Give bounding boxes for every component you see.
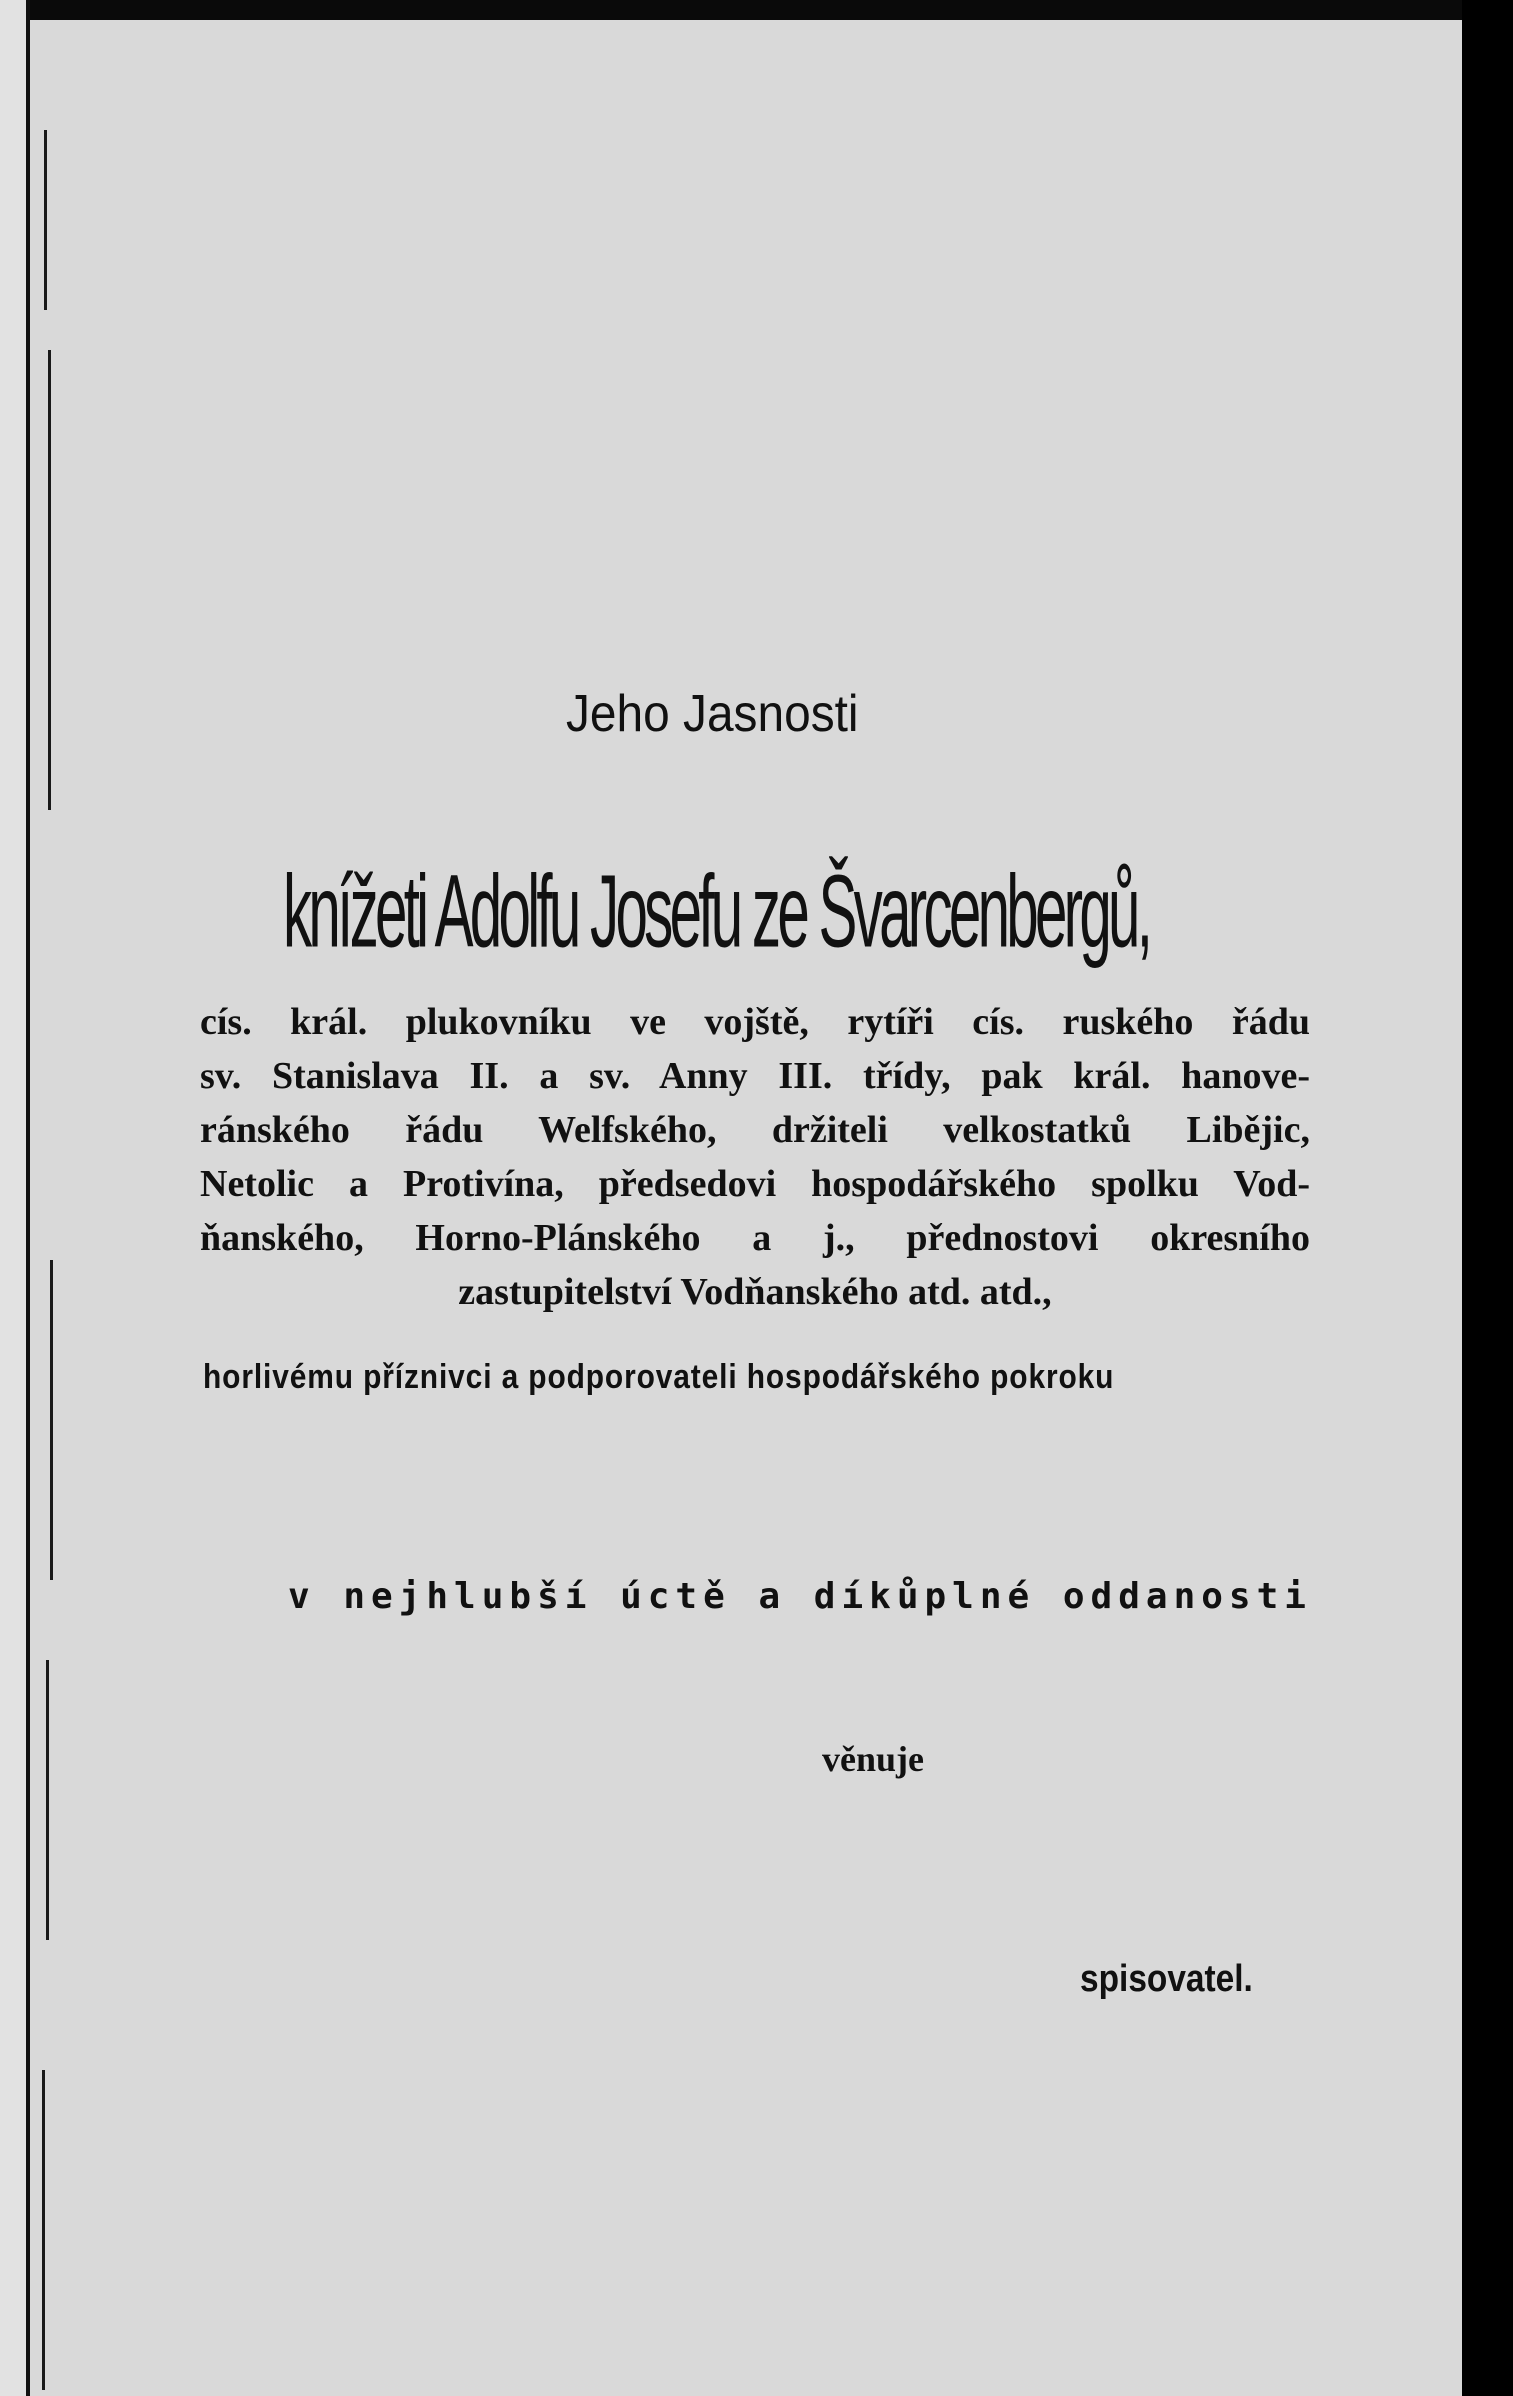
title-line: zastupitelství Vodňanského atd. atd., — [458, 1271, 1052, 1313]
devotion-line: v nejhlubší úctě a díkůplné oddanosti — [288, 1576, 1312, 1617]
binding-mark — [50, 1260, 53, 1580]
salutation: Jeho Jasnosti — [566, 685, 859, 743]
binding-mark — [46, 1660, 49, 1940]
title-line: ránského řádu Welfského, držiteli velkostatků Libějic, — [200, 1109, 1310, 1151]
page-left-edge — [0, 0, 30, 2396]
page-top-edge — [30, 0, 1513, 22]
binding-mark — [42, 2070, 45, 2390]
title-line: Netolic a Protivína, předsedovi hospodářského spolku Vod- — [200, 1163, 1310, 1205]
dedication-verb: věnuje — [822, 1739, 924, 1779]
dedicatee-titles — [200, 995, 1310, 1319]
title-line: ňanského, Horno-Plánského a j., přednostovi okresního — [200, 1217, 1310, 1259]
binding-mark — [44, 130, 47, 310]
title-line: sv. Stanislava II. a sv. Anny III. třídy, pak král. hanove- — [200, 1055, 1310, 1097]
patron-line: horlivému příznivci a podporovateli hospodářského pokroku — [203, 1358, 1115, 1396]
binding-mark — [48, 350, 51, 810]
page-right-edge — [1462, 0, 1513, 2396]
signature: spisovatel. — [1080, 1958, 1253, 2000]
dedicatee-name: knížeti Adolfu Josefu ze Švarcenbergů, — [283, 853, 1150, 969]
title-line: cís. král. plukovníku ve vojště, rytíři cís. ruského řádu — [200, 1001, 1310, 1043]
